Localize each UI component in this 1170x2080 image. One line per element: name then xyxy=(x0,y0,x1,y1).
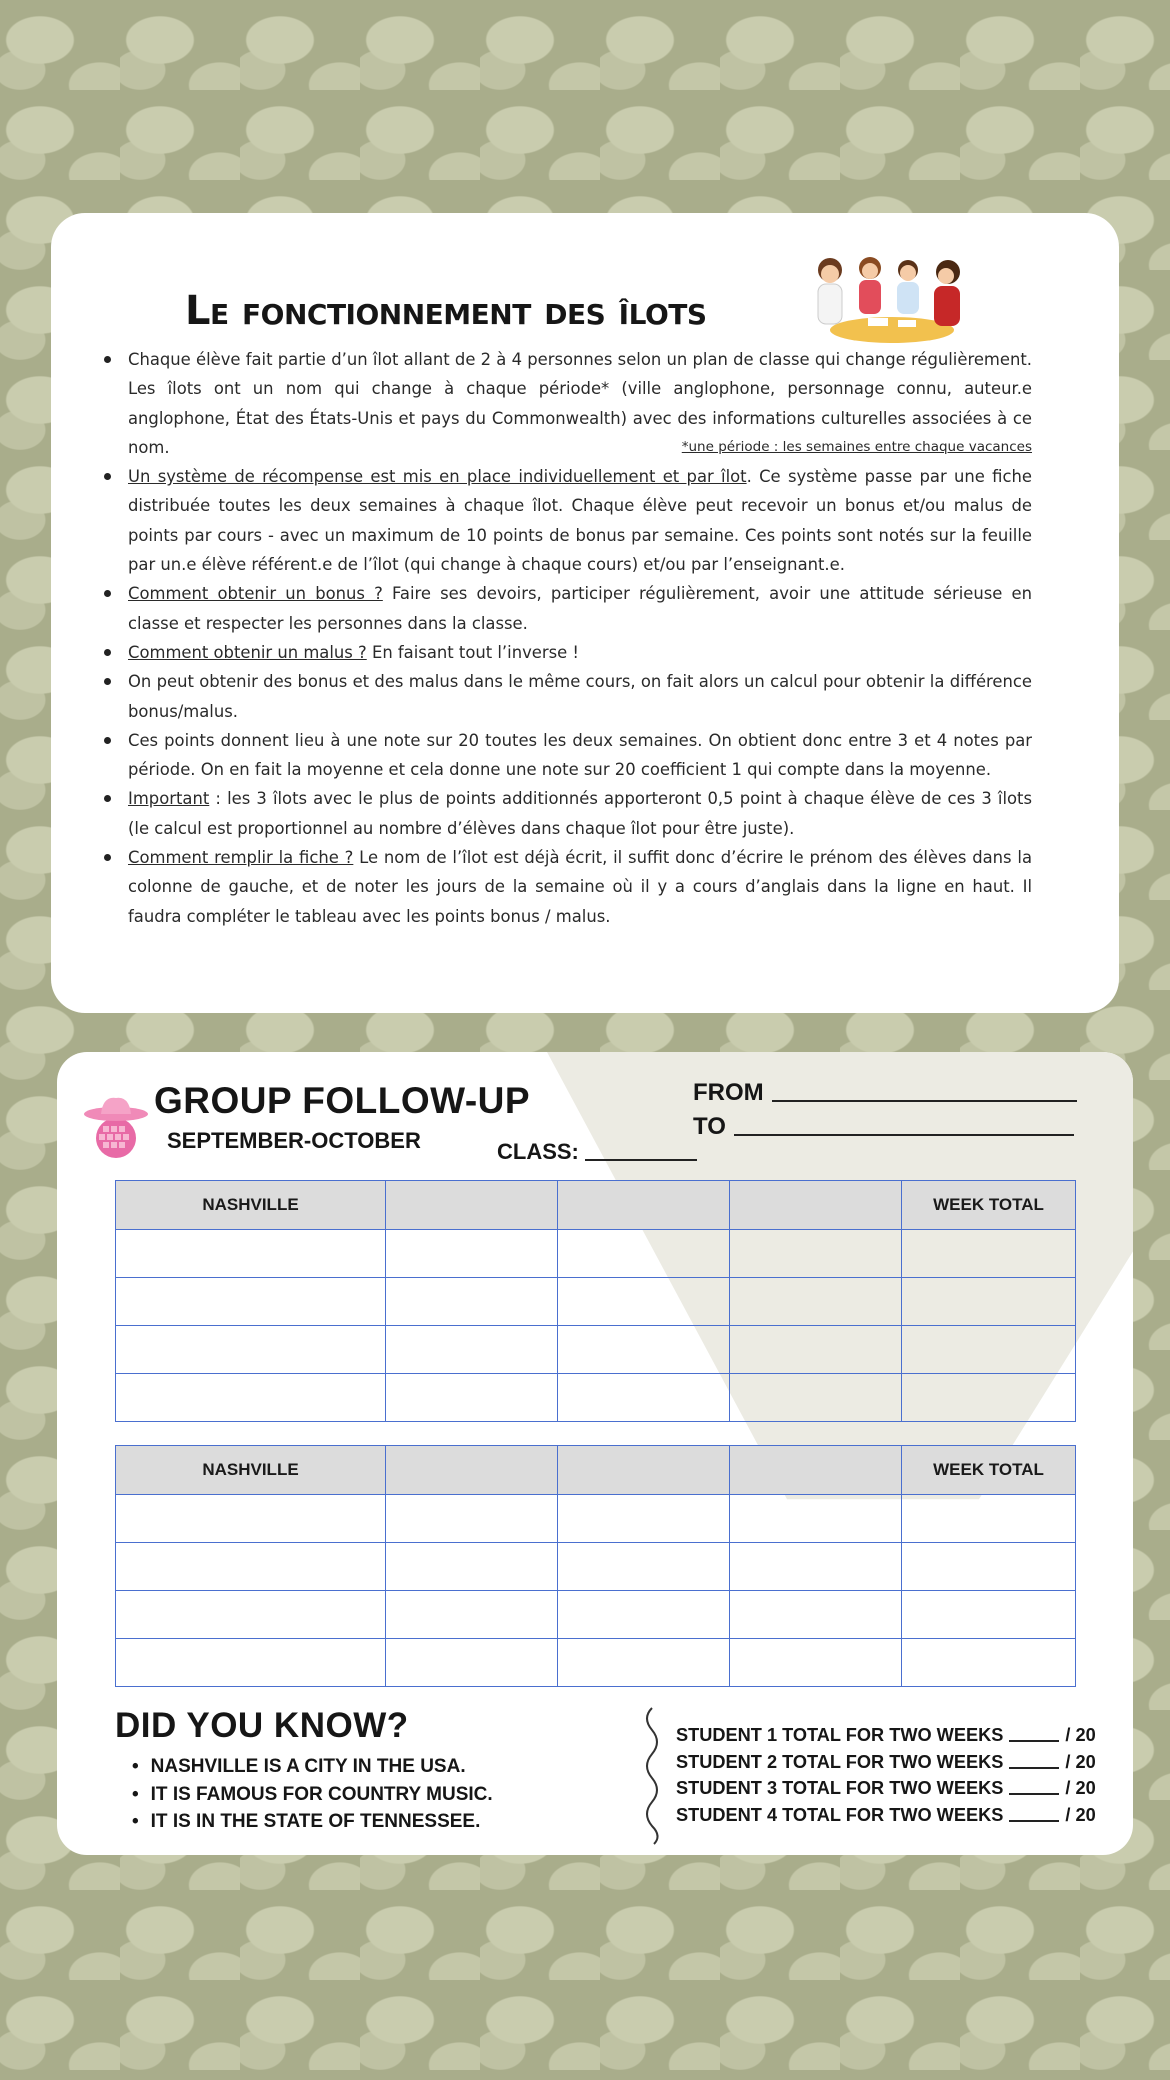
points-cell[interactable] xyxy=(730,1326,902,1374)
points-table-1 xyxy=(115,1180,1076,1422)
student-name-cell[interactable] xyxy=(116,1543,386,1591)
student-total-row xyxy=(676,1802,1096,1829)
points-cell[interactable] xyxy=(730,1591,902,1639)
cowboy-hat-disco-ball-icon xyxy=(81,1092,151,1162)
rule-lead: Comment obtenir un bonus ? xyxy=(128,584,383,604)
points-cell[interactable] xyxy=(386,1639,558,1687)
children-around-table-icon xyxy=(808,252,968,348)
rule-item xyxy=(100,843,1032,931)
points-cell[interactable] xyxy=(730,1543,902,1591)
period-footnote: *une période : les semaines entre chaque vacances xyxy=(681,439,1032,456)
from-label: FROM xyxy=(693,1079,764,1106)
table-row xyxy=(116,1591,1076,1639)
student-total-label: STUDENT 4 TOTAL FOR TWO WEEKS xyxy=(676,1804,1004,1825)
points-cell[interactable] xyxy=(558,1230,730,1278)
day-header-cell[interactable] xyxy=(386,1181,558,1230)
day-header-cell[interactable] xyxy=(386,1446,558,1495)
student-total-label: STUDENT 1 TOTAL FOR TWO WEEKS xyxy=(676,1725,1004,1745)
group-name-header: NASHVILLE xyxy=(116,1446,386,1495)
week-total-header: WEEK TOTAL xyxy=(902,1181,1076,1230)
rule-text: Faire ses devoirs, participer régulièrement, avoir une attitude sérieuse en classe et respecter les personnes dans la classe. xyxy=(128,584,1032,633)
points-cell[interactable] xyxy=(558,1543,730,1591)
rule-text: Chaque élève fait partie d’un îlot allant de 2 à 4 personnes selon un plan de classe qui change régulièrement. Les îlots ont un nom qui change à chaque période* (ville anglophone, personnage connu, auteur.e anglophone, État des États-Unis et pays du Commonwealth) avec des informations culturelles associées à ce nom. xyxy=(128,350,1032,457)
followup-title: GROUP FOLLOW-UP xyxy=(154,1080,531,1121)
points-cell[interactable] xyxy=(558,1495,730,1543)
student-total-row xyxy=(676,1775,1096,1802)
points-table-2 xyxy=(115,1445,1076,1687)
table-header-row xyxy=(116,1446,1076,1495)
student-total-label: STUDENT 2 TOTAL FOR TWO WEEKS xyxy=(676,1751,1004,1772)
to-blank[interactable] xyxy=(734,1134,1074,1136)
followup-subtitle: SEPTEMBER-OCTOBER xyxy=(167,1128,421,1153)
student-total-row xyxy=(676,1749,1096,1776)
class-field[interactable] xyxy=(497,1139,697,1165)
table-row xyxy=(116,1326,1076,1374)
week-total-cell[interactable] xyxy=(902,1495,1076,1543)
week-total-header: WEEK TOTAL xyxy=(902,1446,1076,1495)
student-totals-list xyxy=(676,1722,1096,1828)
rule-item xyxy=(100,667,1032,726)
class-label: CLASS: xyxy=(497,1139,579,1164)
points-cell[interactable] xyxy=(386,1326,558,1374)
rule-item xyxy=(100,784,1032,843)
week-total-cell[interactable] xyxy=(902,1278,1076,1326)
points-cell[interactable] xyxy=(386,1230,558,1278)
rule-text: Le nom de l’îlot est déjà écrit, il suffit donc d’écrire le prénom des élèves dans la colonne de gauche, et de noter les jours de la semaine où il y a cours d’anglais dans la ligne en haut. Il faudra compléter le tableau avec les points bonus / malus. xyxy=(128,848,1032,926)
week-total-cell[interactable] xyxy=(902,1326,1076,1374)
points-cell[interactable] xyxy=(730,1278,902,1326)
student-name-cell[interactable] xyxy=(116,1326,386,1374)
points-cell[interactable] xyxy=(730,1495,902,1543)
week-total-cell[interactable] xyxy=(902,1374,1076,1422)
points-cell[interactable] xyxy=(730,1230,902,1278)
student-total-max: / 20 xyxy=(1065,1751,1096,1772)
student-name-cell[interactable] xyxy=(116,1230,386,1278)
did-you-know-title: DID YOU KNOW? xyxy=(115,1706,409,1745)
rule-text: En faisant tout l’inverse ! xyxy=(366,642,580,662)
student-name-cell[interactable] xyxy=(116,1495,386,1543)
table-row xyxy=(116,1639,1076,1687)
week-total-cell[interactable] xyxy=(902,1591,1076,1639)
rules-title: Le fonctionnement des îlots xyxy=(185,288,707,334)
student-total-blank[interactable] xyxy=(1009,1793,1059,1795)
squiggle-divider-icon xyxy=(640,1706,664,1846)
student-name-cell[interactable] xyxy=(116,1278,386,1326)
table-row xyxy=(116,1543,1076,1591)
points-cell[interactable] xyxy=(386,1495,558,1543)
points-cell[interactable] xyxy=(730,1374,902,1422)
points-cell[interactable] xyxy=(558,1591,730,1639)
week-total-cell[interactable] xyxy=(902,1639,1076,1687)
day-header-cell[interactable] xyxy=(558,1446,730,1495)
rule-item xyxy=(100,345,1032,462)
table-row xyxy=(116,1230,1076,1278)
points-cell[interactable] xyxy=(386,1591,558,1639)
day-header-cell[interactable] xyxy=(730,1181,902,1230)
did-you-know-list xyxy=(132,1753,493,1836)
table-header-row xyxy=(116,1181,1076,1230)
points-cell[interactable] xyxy=(558,1278,730,1326)
fact-item: • NASHVILLE IS A CITY IN THE USA. xyxy=(132,1753,493,1781)
table-row xyxy=(116,1495,1076,1543)
rule-item xyxy=(100,638,1032,667)
student-total-blank[interactable] xyxy=(1009,1740,1059,1742)
points-cell[interactable] xyxy=(558,1374,730,1422)
rule-item xyxy=(100,462,1032,579)
student-total-max: / 20 xyxy=(1065,1804,1096,1825)
rule-lead: Comment remplir la fiche ? xyxy=(128,848,354,868)
student-name-cell[interactable] xyxy=(116,1374,386,1422)
rule-item xyxy=(100,579,1032,638)
rule-text: : les 3 îlots avec le plus de points additionnés apporteront 0,5 point à chaque élève de ces 3 îlots (le calcul est proportionnel au nombre d’élèves dans chaque îlot pour être juste). xyxy=(128,789,1032,838)
rules-list xyxy=(100,345,1032,931)
student-total-blank[interactable] xyxy=(1009,1767,1059,1769)
points-cell[interactable] xyxy=(558,1639,730,1687)
to-label: TO xyxy=(693,1113,726,1140)
day-header-cell[interactable] xyxy=(558,1181,730,1230)
student-total-label: STUDENT 3 TOTAL FOR TWO WEEKS xyxy=(676,1778,1004,1798)
from-blank[interactable] xyxy=(772,1100,1077,1102)
student-total-blank[interactable] xyxy=(1009,1820,1059,1822)
points-cell[interactable] xyxy=(558,1326,730,1374)
rule-item xyxy=(100,726,1032,785)
points-cell[interactable] xyxy=(386,1278,558,1326)
rule-text: Ces points donnent lieu à une note sur 20 toutes les deux semaines. On obtient donc entre 3 et 4 notes par période. On en fait la moyenne et cela donne une note sur 20 coefficient 1 qui compte dans la moyenne. xyxy=(128,730,1032,780)
student-total-row xyxy=(676,1722,1096,1749)
rule-lead: Important xyxy=(128,789,210,809)
table-row xyxy=(116,1374,1076,1422)
student-name-cell[interactable] xyxy=(116,1639,386,1687)
fact-item: • IT IS IN THE STATE OF TENNESSEE. xyxy=(132,1808,493,1836)
from-field[interactable] xyxy=(693,1079,1077,1107)
day-header-cell[interactable] xyxy=(730,1446,902,1495)
points-cell[interactable] xyxy=(386,1543,558,1591)
points-cell[interactable] xyxy=(730,1639,902,1687)
student-total-max: / 20 xyxy=(1065,1725,1096,1745)
rule-lead: Comment obtenir un malus ? xyxy=(128,642,367,662)
group-name-header: NASHVILLE xyxy=(116,1181,386,1230)
week-total-cell[interactable] xyxy=(902,1230,1076,1278)
to-field[interactable] xyxy=(693,1113,1074,1141)
class-blank[interactable] xyxy=(585,1159,697,1161)
table-row xyxy=(116,1278,1076,1326)
rule-text: On peut obtenir des bonus et des malus dans le même cours, on fait alors un calcul pour obtenir la différence bonus/malus. xyxy=(128,672,1032,721)
student-name-cell[interactable] xyxy=(116,1591,386,1639)
student-total-max: / 20 xyxy=(1065,1778,1096,1798)
rule-lead: Un système de récompense est mis en place individuellement et par îlot xyxy=(128,467,747,487)
fact-item: • IT IS FAMOUS FOR COUNTRY MUSIC. xyxy=(132,1781,493,1809)
rule-text: . Ce système passe par une fiche distribuée toutes les deux semaines à chaque îlot. Chaque élève peut recevoir un bonus et/ou malus de points par cours - avec un maximum de 10 points de bonus par semaine. Ces points sont notés sur la feuille par un.e élève référent.e de l’îlot (qui change à chaque cours) et/ou par l’enseignant.e. xyxy=(128,467,1032,575)
week-total-cell[interactable] xyxy=(902,1543,1076,1591)
points-cell[interactable] xyxy=(386,1374,558,1422)
